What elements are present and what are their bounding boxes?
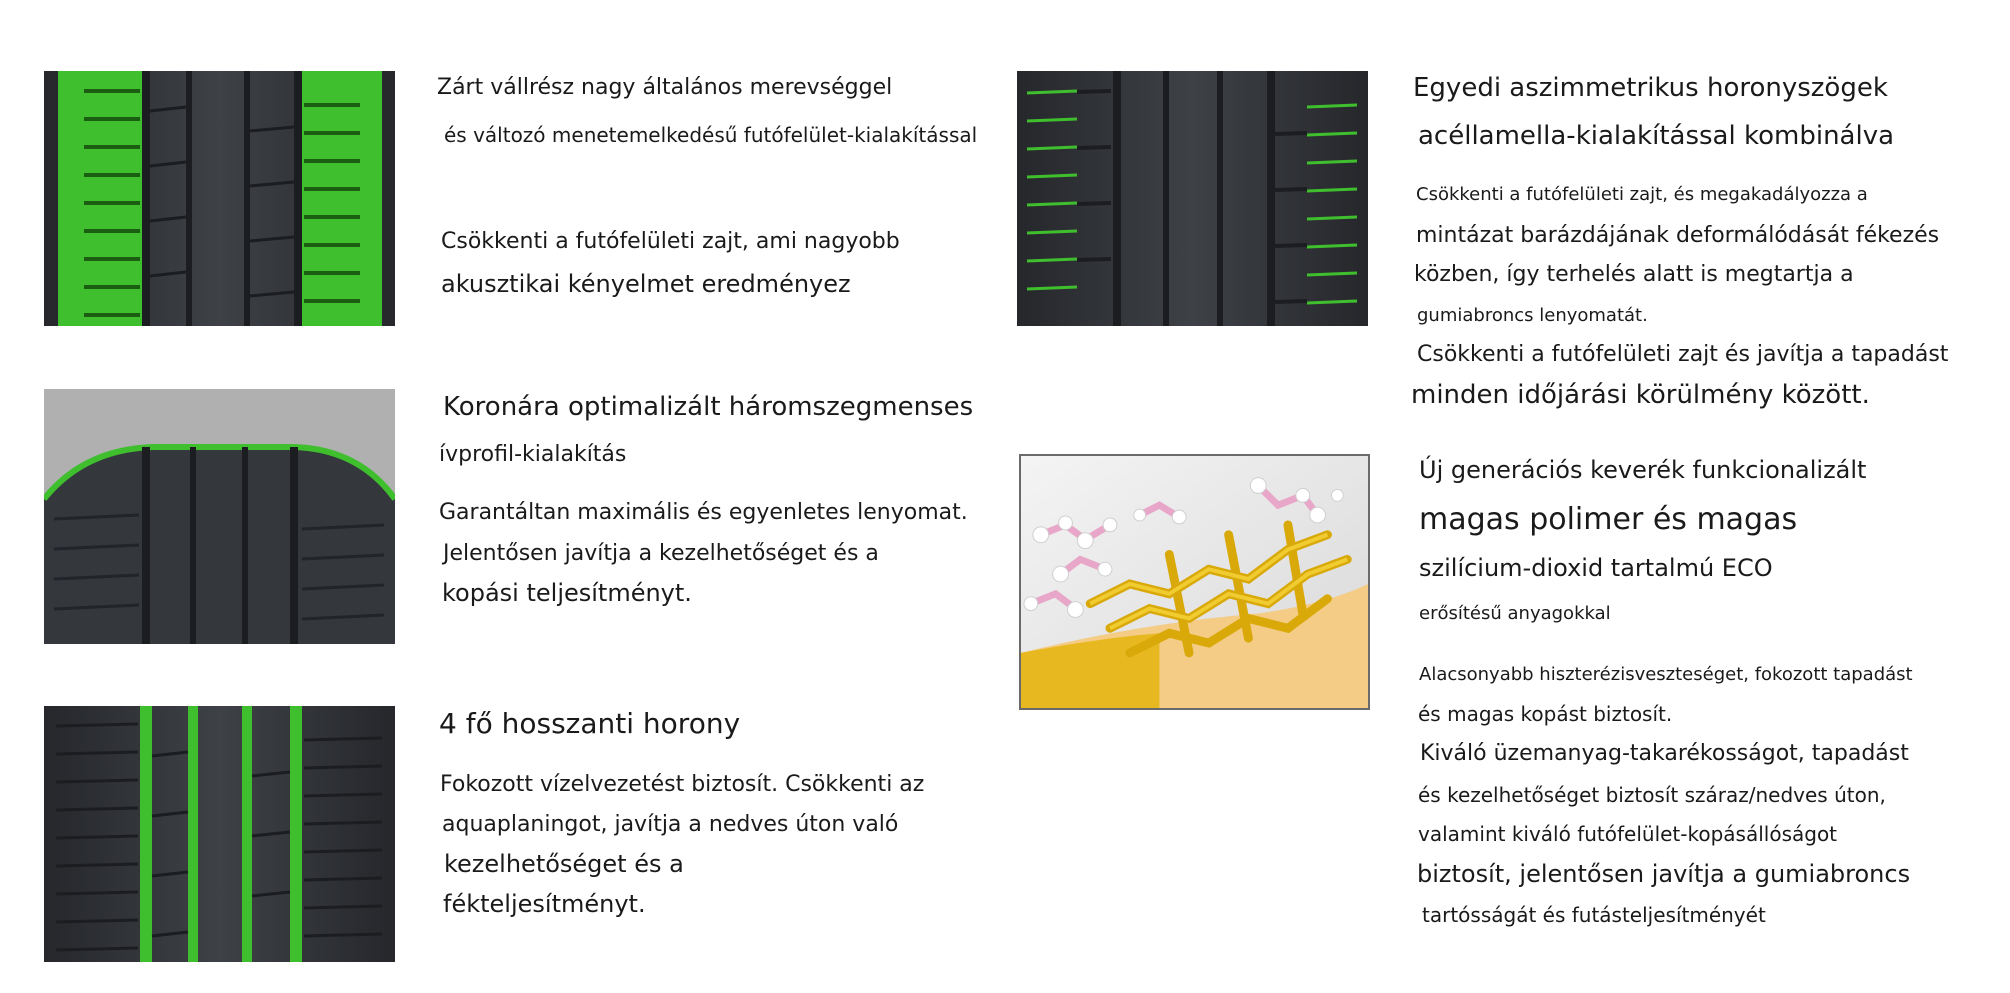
shoulder-body-line-1: Csökkenti a futófelületi zajt, ami nagyobb	[441, 229, 900, 254]
crown-body-line-3: kopási teljesítményt.	[442, 579, 692, 607]
asymmetric-body-line-5: Csökkenti a futófelületi zajt és javítja a tapadást	[1417, 342, 1949, 367]
asymmetric-body-line-3: közben, így terhelés alatt is megtartja a	[1414, 262, 1854, 287]
compound-body-line-2: és magas kopást biztosít.	[1418, 702, 1673, 726]
tread-sipes-image	[1017, 71, 1368, 326]
asymmetric-heading-line-1: Egyedi aszimmetrikus horonyszögek	[1413, 73, 1888, 103]
shoulder-heading-line-1: Zárt vállrész nagy általános merevséggel	[437, 75, 893, 100]
compound-heading-line-4: erősítésű anyagokkal	[1419, 603, 1611, 624]
asymmetric-heading-line-2: acéllamella-kialakítással kombinálva	[1418, 121, 1895, 151]
compound-heading-line-3: szilícium-dioxid tartalmú ECO	[1419, 554, 1773, 582]
crown-body-line-2: Jelentősen javítja a kezelhetőséget és a	[443, 541, 879, 566]
tread-grooves-image	[44, 706, 395, 962]
compound-body-line-1: Alacsonyabb hiszterézisveszteséget, fokozott tapadást	[1419, 664, 1913, 685]
grooves-body-line-4: fékteljesítményt.	[443, 890, 646, 918]
compound-body-line-6: biztosít, jelentősen javítja a gumiabroncs	[1417, 860, 1911, 888]
shoulder-heading-line-2: és változó menetemelkedésű futófelület-kialakítással	[444, 123, 978, 147]
grooves-body-line-1: Fokozott vízelvezetést biztosít. Csökkenti az	[440, 772, 925, 797]
grooves-heading: 4 fő hosszanti horony	[439, 707, 741, 740]
tread-crown-image	[44, 389, 395, 644]
crown-heading-line-2: ívprofil-kialakítás	[439, 442, 627, 467]
asymmetric-body-line-6: minden időjárási körülmény között.	[1411, 380, 1870, 410]
crown-heading-line-1: Koronára optimalizált háromszegmenses	[443, 392, 974, 422]
asymmetric-body-line-1: Csökkenti a futófelületi zajt, és megakadályozza a	[1416, 184, 1868, 205]
compound-heading-line-1: Új generációs keverék funkcionalizált	[1419, 456, 1867, 484]
asymmetric-body-line-4: gumiabroncs lenyomatát.	[1417, 305, 1648, 326]
compound-body-line-5: valamint kiváló futófelület-kopásállóságot	[1418, 822, 1838, 846]
compound-molecule-image	[1019, 454, 1370, 710]
crown-body-line-1: Garantáltan maximális és egyenletes lenyomat.	[439, 500, 968, 525]
tread-shoulder-image	[44, 71, 395, 326]
compound-body-line-4: és kezelhetőséget biztosít száraz/nedves úton,	[1418, 783, 1886, 807]
grooves-body-line-3: kezelhetőséget és a	[444, 850, 684, 878]
compound-body-line-7: tartósságát és futásteljesítményét	[1422, 903, 1766, 927]
compound-body-line-3: Kiváló üzemanyag-takarékosságot, tapadást	[1420, 741, 1909, 766]
grooves-body-line-2: aquaplaningot, javítja a nedves úton való	[442, 812, 899, 837]
compound-heading-line-2: magas polimer és magas	[1419, 502, 1798, 537]
asymmetric-body-line-2: mintázat barázdájának deformálódását fékezés	[1416, 223, 1940, 248]
shoulder-body-line-2: akusztikai kényelmet eredményez	[441, 270, 851, 298]
